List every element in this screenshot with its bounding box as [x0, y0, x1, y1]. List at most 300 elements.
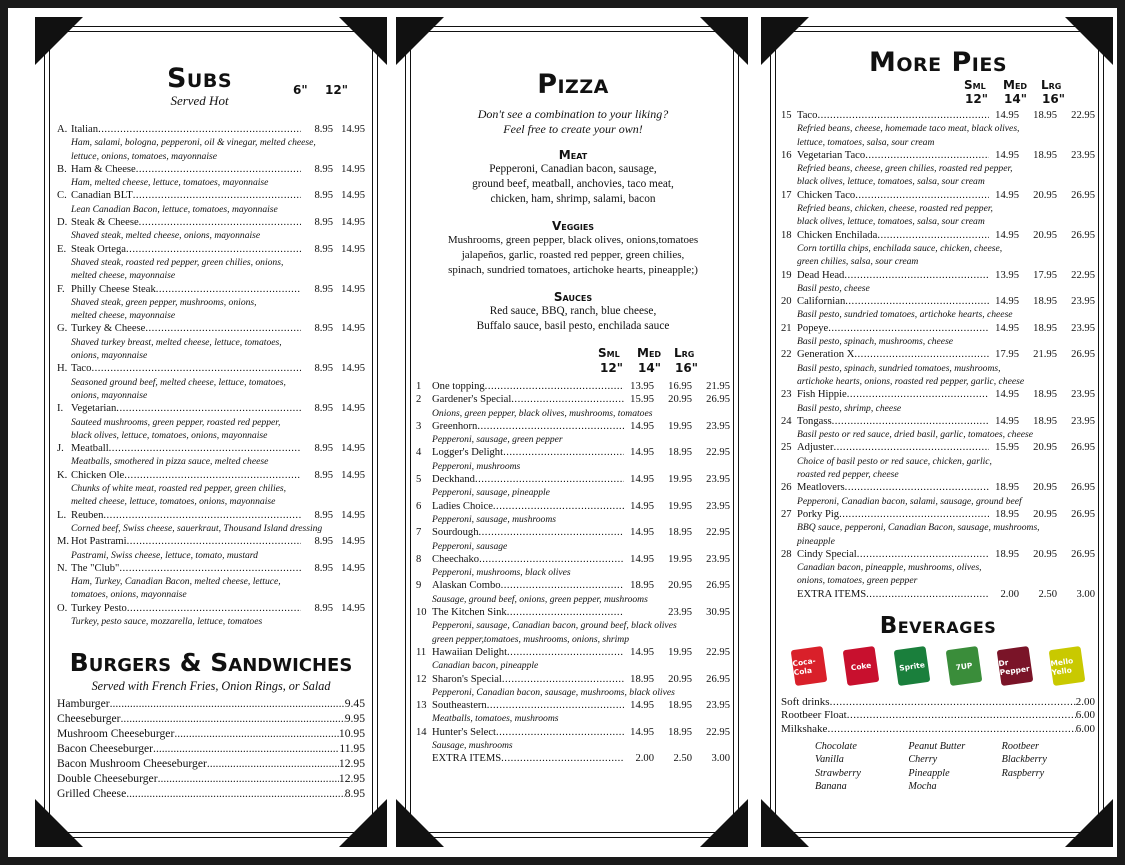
item-description: Canadian bacon, pineapple, mushrooms, olives,: [797, 562, 982, 574]
leader-dots: [502, 673, 624, 686]
price-large: 21.95: [706, 381, 730, 392]
price-6in: 8.95: [314, 469, 333, 481]
price-6in: 8.95: [314, 163, 333, 175]
leader-dots: [109, 442, 301, 455]
price-large: 23.95: [1071, 296, 1095, 308]
item-description: Meatballs, tomatoes, mushrooms: [432, 713, 559, 725]
pizza-item-row: [416, 553, 730, 566]
flavor-item: [1002, 780, 1095, 794]
soda-can-icon: 7UP: [945, 646, 982, 686]
item-description: Pepperoni, sausage, pineapple: [432, 487, 550, 499]
price-medium: 2.50: [1038, 588, 1057, 600]
leader-dots: [845, 481, 989, 494]
price-6in: 8.95: [314, 243, 333, 255]
item-letter: A.: [57, 124, 68, 135]
item-description: lettuce, tomatoes, salsa, sour cream: [797, 136, 935, 148]
leader-dots: [496, 726, 624, 739]
burgers-subtitle: Served with French Fries, Onion Rings, or Salad: [91, 679, 331, 694]
sub-item-row: [57, 442, 365, 455]
item-name: Taco: [797, 110, 818, 121]
size-sml: Sml: [964, 78, 986, 92]
price-medium: 18.95: [1033, 389, 1057, 401]
item-number: 23: [781, 389, 792, 401]
leader-dots: [119, 562, 301, 575]
item-letter: H.: [57, 363, 68, 375]
leader-dots: [124, 469, 301, 482]
item-name: Cheeseburger: [57, 712, 121, 726]
item-description: melted cheese, mayonnaise: [71, 310, 176, 322]
price-medium: 20.95: [1033, 229, 1057, 241]
item-description: Pepperoni, mushrooms, black olives: [432, 567, 571, 579]
item-description: Basil pesto, shrimp, cheese: [797, 402, 902, 414]
item-name: Californian: [797, 296, 846, 308]
item-name: Reuben: [71, 509, 104, 521]
sub-item-row: [57, 362, 365, 375]
item-number: 2: [416, 394, 422, 406]
price-medium: 20.95: [1033, 508, 1057, 520]
item-name: Cheechako: [432, 553, 480, 565]
leader-dots: [855, 189, 989, 202]
item-description: roasted red pepper, cheese: [797, 469, 899, 481]
subs-list: [57, 123, 365, 628]
price-small: 14.95: [995, 322, 1019, 334]
item-description: lettuce, onions, tomatoes, mayonnaise: [71, 150, 218, 162]
item-name: Gardener's Special: [432, 394, 512, 406]
item-name: Logger's Delight: [432, 447, 504, 459]
beverage-item-row: [781, 696, 1095, 709]
item-description: tomatoes, onions, mayonnaise: [71, 589, 187, 601]
item-number: 6: [416, 500, 422, 512]
sub-item-row: [57, 189, 365, 202]
item-description: green pepper,tomatoes, mushrooms, onions, shrimp: [432, 633, 630, 645]
price-6in: 8.95: [314, 363, 333, 375]
pizza-item-row: [781, 348, 1095, 361]
burger-item-row: [57, 711, 365, 726]
item-description: Shaved steak, melted cheese, onions, mayonnaise: [71, 230, 261, 242]
item-description: melted cheese, mayonnaise: [71, 270, 176, 282]
price-6in: 8.95: [314, 217, 333, 229]
item-number: 20: [781, 296, 792, 308]
price-small: 18.95: [995, 508, 1019, 520]
item-letter: C.: [57, 190, 67, 202]
price-6in: 8.95: [314, 124, 333, 135]
item-number: 13: [416, 700, 427, 712]
price-medium: 18.95: [668, 527, 692, 539]
item-name: Alaskan Combo: [432, 580, 501, 592]
item-number: 8: [416, 553, 422, 565]
price-medium: 18.95: [1033, 322, 1057, 334]
item-description: black olives, lettuce, tomatoes, onions, mayonnaise: [71, 429, 268, 441]
flavor-item: Chocolate: [815, 740, 857, 752]
pizza-item-row: [781, 189, 1095, 202]
item-number: 10: [416, 607, 427, 619]
leader-dots: [127, 535, 301, 548]
price-small: 14.95: [630, 420, 654, 432]
leader-dots: [830, 696, 1076, 709]
item-name: Hot Pastrami: [71, 536, 127, 548]
more-pies-panel: [770, 26, 1104, 838]
subs-panel: [44, 26, 378, 838]
pizza-item-row: [781, 149, 1095, 162]
burgers-list: [57, 696, 365, 801]
price-large: 30.95: [706, 607, 730, 619]
leader-dots: [501, 752, 624, 765]
item-description: Basil pesto, spinach, sundried tomatoes, mushrooms,: [797, 362, 1001, 374]
pizza-intro-2: Feel free to create your own!: [503, 122, 643, 136]
item-price: 9.45: [344, 697, 365, 711]
item-name: Greenhorn: [432, 420, 478, 432]
pizza-item-row: [416, 393, 730, 406]
burgers-title: Burgers & Sandwiches: [69, 648, 353, 678]
size-16in: 16": [1042, 92, 1065, 106]
item-name: Steak Ortega: [71, 243, 127, 255]
leader-dots: [479, 553, 624, 566]
item-letter: F.: [57, 283, 65, 295]
sub-item-row: [57, 469, 365, 482]
price-small: 13.95: [630, 381, 654, 392]
item-name: Tongass: [797, 415, 832, 427]
size-sml: Sml: [598, 346, 620, 360]
sub-item-row: [57, 402, 365, 415]
item-number: 27: [781, 508, 792, 520]
price-medium: 19.95: [668, 646, 692, 658]
pizza-item-row: [416, 380, 730, 393]
item-number: 14: [416, 726, 427, 738]
price-medium: 19.95: [668, 500, 692, 512]
soda-can-icon: Coca-Cola: [791, 646, 828, 686]
pizza-item-row: [781, 548, 1095, 561]
flavor-item: Mocha: [908, 781, 937, 793]
item-number: 5: [416, 474, 422, 486]
item-description: Sausage, mushrooms: [432, 740, 513, 752]
flavor-item: Vanilla: [815, 754, 844, 766]
item-price: 10.95: [338, 727, 365, 741]
item-number: 4: [416, 447, 422, 459]
price-12in: 14.95: [341, 509, 365, 521]
item-description: Corned beef, Swiss cheese, sauerkraut, Thousand Island dressing: [71, 522, 323, 534]
item-name: Canadian BLT: [71, 190, 133, 202]
soda-logos: [781, 648, 1095, 684]
beverages-title: Beverages: [879, 612, 997, 639]
meat-heading: Meat: [558, 148, 588, 162]
item-name: Popeye: [797, 322, 829, 334]
item-name: EXTRA ITEMS: [432, 753, 502, 765]
price-small: 14.95: [995, 296, 1019, 308]
sub-item-row: [57, 535, 365, 548]
price-large: 23.95: [706, 474, 730, 486]
price-large: 23.95: [1071, 149, 1095, 161]
price-medium: 19.95: [668, 420, 692, 432]
item-number: [781, 588, 797, 601]
price-medium: 20.95: [668, 394, 692, 406]
pizza-item-row: [416, 646, 730, 659]
price-large: 26.95: [706, 580, 730, 592]
flavor-item: Rootbeer: [1001, 740, 1039, 752]
burger-item-row: [57, 696, 365, 711]
item-name: Fish Hippie: [797, 389, 847, 401]
item-description: Sauteed mushrooms, green pepper, roasted red pepper,: [71, 416, 281, 428]
price-small: [624, 606, 654, 619]
item-name: Grilled Cheese: [57, 787, 127, 801]
price-small: 2.00: [1000, 588, 1019, 600]
item-name: Hunter's Select: [432, 726, 496, 738]
pizza-list: [416, 380, 730, 766]
veggies-heading: Veggies: [551, 219, 595, 233]
sub-item-row: [57, 602, 365, 615]
price-large: 22.95: [706, 447, 730, 459]
item-description: Ham, melted cheese, lettuce, tomatoes, mayonnaise: [71, 177, 269, 189]
item-description: BBQ sauce, pepperoni, Canadian Bacon, sausage, mushrooms,: [797, 522, 1040, 534]
flavor-item: Peanut Butter: [908, 740, 966, 752]
item-description: Chunks of white meat, roasted red pepper, green chilies,: [71, 483, 287, 495]
size-6-header: 6": [293, 83, 308, 97]
soda-can-icon: Mello Yello: [1049, 646, 1086, 686]
price-small: 15.95: [995, 442, 1019, 454]
leader-dots: [832, 415, 989, 428]
item-letter: K.: [57, 469, 68, 481]
soda-can-icon: Sprite: [894, 646, 931, 686]
item-description: Pepperoni, sausage, mushrooms: [432, 513, 557, 525]
price-large: 26.95: [1071, 508, 1095, 520]
price-small: 13.95: [995, 269, 1019, 281]
item-description: Ham, Turkey, Canadian Bacon, melted cheese, lettuce,: [71, 576, 281, 588]
item-name: Taco: [71, 363, 92, 375]
meat-line-3: chicken, ham, shrimp, salami, bacon: [490, 193, 656, 205]
item-price: 9.95: [344, 712, 365, 726]
price-small: 14.95: [630, 527, 654, 539]
price-small: 18.95: [995, 548, 1019, 560]
item-name: Ladies Choice: [432, 500, 493, 512]
item-number: 21: [781, 322, 792, 334]
item-name: The "Club": [71, 562, 120, 574]
item-description: Corn tortilla chips, enchilada sauce, chicken, cheese,: [797, 242, 1003, 254]
price-medium: 2.50: [673, 753, 692, 765]
item-name: Hawaiian Delight: [432, 646, 508, 658]
price-medium: 18.95: [668, 447, 692, 459]
price-medium: 18.95: [668, 700, 692, 712]
price-small: 14.95: [995, 110, 1019, 121]
burger-item-row: [57, 741, 365, 756]
item-description: Basil pesto, spinach, mushrooms, cheese: [797, 336, 954, 348]
item-price: 12.95: [338, 757, 365, 771]
item-name: Bacon Mushroom Cheeseburger: [57, 757, 207, 771]
item-name: Italian: [71, 124, 99, 135]
item-number: 22: [781, 349, 792, 361]
leader-dots: [126, 786, 344, 801]
leader-dots: [839, 508, 989, 521]
pizza-item-row: [781, 322, 1095, 335]
sauces-line-2: Buffalo sauce, basil pesto, enchilada sauce: [476, 320, 670, 332]
price-medium: 18.95: [668, 726, 692, 738]
item-letter: M.: [57, 536, 70, 548]
price-medium: 21.95: [1033, 349, 1057, 361]
pizza-item-row: [416, 752, 730, 765]
item-name: Meatball: [71, 443, 109, 455]
leader-dots: [121, 711, 345, 726]
pizza-item-row: [416, 500, 730, 513]
item-description: Turkey, pesto sauce, mozzarella, lettuce, tomatoes: [71, 615, 263, 627]
item-number: 9: [416, 580, 422, 592]
item-letter: L.: [57, 509, 67, 521]
price-large: 23.95: [706, 500, 730, 512]
item-number: 15: [781, 110, 792, 121]
item-number: 24: [781, 415, 792, 427]
item-letter: G.: [57, 323, 68, 335]
size-med: Med: [637, 346, 662, 360]
pizza-title: Pizza: [537, 69, 609, 100]
price-small: 18.95: [630, 580, 654, 592]
price-large: 23.95: [1071, 389, 1095, 401]
item-number: 26: [781, 482, 792, 494]
soda-can-icon: Dr Pepper: [997, 646, 1034, 686]
item-number: 25: [781, 442, 792, 454]
leader-dots: [507, 606, 624, 619]
leader-dots: [493, 500, 624, 513]
pizza-item-row: [416, 699, 730, 712]
pizza-item-row: [416, 606, 730, 619]
flavor-item: Raspberry: [1001, 767, 1045, 779]
price-medium: 20.95: [1033, 442, 1057, 454]
item-name: Generation X: [797, 349, 855, 361]
item-name: Vegetarian: [71, 403, 117, 415]
meat-line-1: Pepperoni, Canadian bacon, sausage,: [489, 163, 657, 175]
item-description: Basil pesto, sundried tomatoes, artichoke hearts, cheese: [797, 309, 1013, 321]
item-description: onions, mayonnaise: [71, 350, 148, 362]
leader-dots: [91, 362, 301, 375]
item-name: EXTRA ITEMS: [797, 588, 867, 600]
leader-dots: [865, 149, 989, 162]
item-letter: N.: [57, 562, 68, 574]
item-description: Shaved steak, roasted red pepper, green chilies, onions,: [71, 256, 284, 268]
sub-item-row: [57, 283, 365, 296]
price-12in: 14.95: [341, 190, 365, 202]
item-name: Chicken Taco: [797, 189, 856, 201]
price-large: 22.95: [706, 527, 730, 539]
price-small: 2.00: [635, 753, 654, 765]
menu-sheet: [8, 8, 1117, 857]
item-number: 7: [416, 527, 422, 539]
item-name: Chicken Enchilada: [797, 229, 878, 241]
price-12in: 14.95: [341, 323, 365, 335]
leader-dots: [158, 771, 339, 786]
milkshake-flavors: [781, 740, 1095, 794]
leader-dots: [110, 696, 345, 711]
price-medium: 17.95: [1033, 269, 1057, 281]
item-name: Milkshake: [781, 722, 828, 735]
price-12in: 14.95: [341, 536, 365, 548]
item-name: Vegetarian Taco: [797, 149, 866, 161]
price-12in: 14.95: [341, 124, 365, 135]
item-name: Hamburger: [57, 697, 110, 711]
price-large: 23.95: [706, 553, 730, 565]
more-pies-title: More Pies: [868, 47, 1008, 78]
price-large: 26.95: [1071, 349, 1095, 361]
item-description: black olives, lettuce, tomatoes, salsa, sour cream: [797, 176, 985, 188]
pizza-item-row: [781, 229, 1095, 242]
pizza-item-row: [781, 588, 1095, 601]
leader-dots: [877, 229, 989, 242]
price-small: 14.95: [630, 553, 654, 565]
item-description: black olives, lettuce, tomatoes, salsa, sour cream: [797, 216, 985, 228]
leader-dots: [817, 109, 989, 122]
soda-can-icon: Coke: [842, 646, 879, 686]
item-description: Pastrami, Swiss cheese, lettuce, tomato, mustard: [71, 549, 258, 561]
item-number: [416, 752, 432, 765]
item-name: Deckhand: [432, 474, 475, 486]
beverages-list: [781, 696, 1095, 736]
leader-dots: [507, 646, 624, 659]
item-description: Refried beans, cheese, homemade taco meat, black olives,: [797, 123, 1020, 135]
item-name: Sharon's Special: [432, 673, 502, 685]
price-medium: 20.95: [1033, 189, 1057, 201]
item-number: 19: [781, 269, 792, 281]
leader-dots: [828, 322, 989, 335]
item-description: Pepperoni, Canadian bacon, salami, sausage, ground beef: [797, 495, 1022, 507]
item-description: Seasoned ground beef, melted cheese, lettuce, tomatoes,: [71, 376, 286, 388]
price-12in: 14.95: [341, 562, 365, 574]
price-6in: 8.95: [314, 536, 333, 548]
leader-dots: [156, 283, 301, 296]
pizza-item-row: [781, 269, 1095, 282]
pizza-item-row: [416, 526, 730, 539]
item-description: Basil pesto, cheese: [797, 282, 870, 294]
sub-item-row: [57, 123, 365, 136]
burger-item-row: [57, 756, 365, 771]
price-small: 14.95: [995, 415, 1019, 427]
size-14in: 14": [638, 361, 661, 375]
item-name: Turkey Pesto: [71, 602, 127, 614]
price-6in: 8.95: [314, 509, 333, 521]
price-12in: 14.95: [341, 163, 365, 175]
item-name: Steak & Cheese: [71, 217, 139, 229]
item-number: 1: [416, 381, 422, 392]
price-12in: 14.95: [341, 443, 365, 455]
item-description: Shaved turkey breast, melted cheese, lettuce, tomatoes,: [71, 336, 282, 348]
item-letter: B.: [57, 163, 67, 175]
size-16in: 16": [675, 361, 698, 375]
leader-dots: [511, 393, 624, 406]
item-description: Basil pesto or red sauce, dried basil, garlic, tomatoes, cheese: [797, 429, 1033, 441]
price-6in: 8.95: [314, 323, 333, 335]
price-small: 14.95: [630, 500, 654, 512]
price-12in: 14.95: [341, 363, 365, 375]
item-letter: I.: [57, 403, 64, 415]
size-lrg: Lrg: [1041, 78, 1062, 92]
leader-dots: [103, 509, 301, 522]
item-number: 16: [781, 149, 792, 161]
sauces-heading: Sauces: [553, 290, 593, 304]
leader-dots: [866, 588, 989, 601]
flavor-item: Cherry: [908, 754, 938, 766]
item-description: Canadian bacon, pineapple: [432, 660, 539, 672]
price-large: 23.95: [1071, 415, 1095, 427]
item-description: Pepperoni, sausage, Canadian bacon, ground beef, black olives: [432, 620, 677, 632]
price-small: 14.95: [995, 149, 1019, 161]
item-price: 2.00: [1075, 695, 1095, 708]
item-name: One topping: [432, 381, 485, 392]
meat-line-2: ground beef, meatball, anchovies, taco meat,: [472, 178, 674, 190]
price-large: 26.95: [1071, 229, 1095, 241]
item-description: Onions, green pepper, black olives, mushrooms, tomatoes: [432, 407, 653, 419]
sub-item-row: [57, 163, 365, 176]
leader-dots: [145, 322, 301, 335]
leader-dots: [116, 402, 301, 415]
item-price: 12.95: [338, 772, 365, 786]
pizza-item-row: [416, 420, 730, 433]
leader-dots: [98, 123, 301, 136]
leader-dots: [847, 388, 989, 401]
subs-title: Subs: [166, 63, 233, 94]
